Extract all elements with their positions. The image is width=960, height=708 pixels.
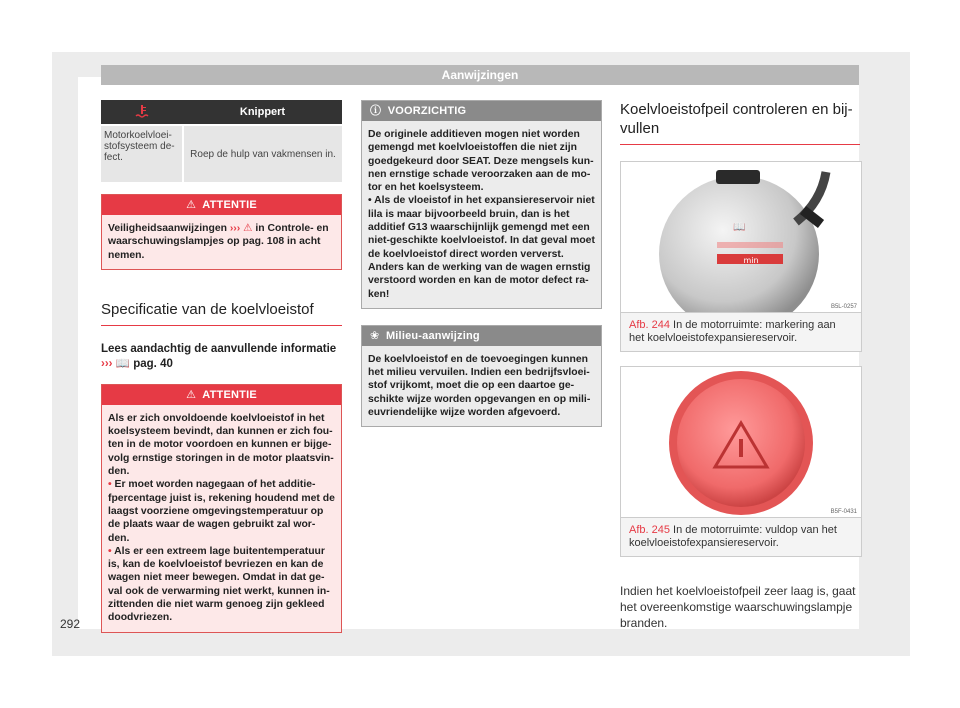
lamp-table [101,100,342,182]
figure-code: B5L-0257 [830,304,857,310]
caution-box-header [362,101,601,121]
caution-box-title: VOORZICHTIG [387,105,467,117]
min-marking: min [743,256,759,265]
lamp-table-header-label: Knippert [183,100,342,125]
body-paragraph: Indien het koelvloeistofpeil zeer laag is, gaat het overeenkomstige waarschuwingslampje branden. [620,584,856,630]
list-item: • Als er een extreem lage buitentemperatuur is, kan de koelvloeistof bevriezen en kan de wagen niet meer bewegen. Omdat in dat ge-val ook de verwarming niet werkt, kunnen in-zittenden die niet warm genoeg zijn gekleed doodvriezen. [108,545,330,624]
caution-box-body [362,121,601,308]
environment-box-body: De koelvloeistof en de toevoegingen kunnen het milieu vervuilen. Indien een bedrijfsvloei-stof vrijkomt, moet die op een daartoe ge-schikte wijze worden opgevangen en op mili-euvriendelijke wijze worden afgevoerd. [362,346,601,426]
section-title-specificatie: Specificatie van de koelvloeistof [101,300,342,326]
lamp-table-icon-header [101,100,183,125]
column-2 [361,100,602,427]
column-3 [620,100,860,631]
warning-triangle-icon: ⚠ [186,199,197,211]
svg-text:📖: 📖 [733,222,746,233]
warning1-text-a: Veiligheidsaanwijzingen [108,223,227,234]
figure-caption [621,313,861,351]
warning-box-2-title: ATTENTIE [202,388,257,401]
page-ref-link[interactable]: pag. 40 [133,357,173,370]
page-number: 292 [60,617,81,631]
coolant-temperature-icon [135,104,149,118]
list-item: • Er moet worden nagegaan of het additie-fpercentage juist is, rekening houdend met de laagst voorziene omgevingstemperatuur op de plaats waar de wagen gebruikt zal wor-den. [108,479,335,544]
warning1-text-b: in acht nemen. [108,236,321,261]
caution-intro: De originele additieven mogen niet worden gemengd met koelvloeistoffen die niet zijn goedgekeurd door SEAT. Deze mengsels kun-nen ernstige schade veroorzaken aan de mo-tor en het koelsysteem. [368,129,594,194]
warning-box-2-header [102,385,341,405]
lamp-action: Roep de hulp van vakmensen in. [183,125,342,182]
figure-label: Afb. 244 [629,319,670,331]
section-title-koelvloeistofpeil: Koelvloeistofpeil controleren en bij-vullen [620,100,860,145]
info-circle-icon: ⓘ [370,105,382,117]
warning-box-2-body [102,405,341,632]
table-row [101,125,342,182]
environment-box-title: Milieu-aanwijzing [385,329,480,342]
cross-ref-arrows: ››› [101,357,113,370]
warning-box-1 [101,194,342,270]
lees-text: Lees aandachtig de aanvullende informatie [101,342,337,355]
caution-bullet-1: Als de vloeistof in het expansiereservoir niet lila is maar bijvoorbeeld bruin, dan is het additief G13 waarschijnlijk gemengd met een niet-geschikte koelvloeistof. In dat geval moet de koelvloeistof direct worden ververst. Anders kan de werking van de wagen ernstig verstoord worden en kan de motor defect ra-ken! [368,195,595,300]
environment-box-header [362,326,601,346]
expansion-reservoir-image [621,162,861,313]
warning2-bullet-1: Er moet worden nagegaan of het additie-fpercentage juist is, rekening houdend met de laagst voorziene omgevingstemperatuur op de plaats waar de wagen gebruikt zal wor-den. [108,479,335,544]
page-header: Aanwijzingen [101,65,859,85]
figure-244 [620,161,862,352]
figure-caption-text: In de motorruimte: markering aan het koelvloeistofexpansiereservoir. [629,319,836,344]
column-1 [101,100,342,633]
caution-box [361,100,602,309]
warning-box-1-title: ATTENTIE [202,199,257,211]
cross-ref-arrows: ››› [229,223,241,234]
figure-code: B5F-0431 [830,509,857,515]
lees-aandachtig [101,342,342,372]
warning1-link[interactable]: in Controle- en waarschuwingslampjes op pag. 108 [108,223,329,248]
warning-triangle-icon: ⚠ [243,223,253,234]
figure-caption-text: In de motorruimte: vuldop van het koelvloeistofexpansiereservoir. [629,524,837,549]
warning-box-1-body [102,215,341,269]
warning-triangle-icon: ⚠ [186,388,197,401]
filler-cap-image [621,367,861,518]
lamp-condition: Motorkoelvloei-stofsysteem de-fect. [101,125,183,182]
warning-box-2 [101,384,342,633]
list-item: • Als de vloeistof in het expansiereservoir niet lila is maar bijvoorbeeld bruin, dan is het additief G13 waarschijnlijk gemengd met een niet-geschikte koelvloeistof. In dat geval moet de koelvloeistof direct worden ververst. Anders kan de werking van de wagen ernstig verstoord worden en kan de motor defect ra-ken! [368,195,595,300]
warning2-intro: Als er zich onvoldoende koelvloeistof in het koelsysteem bevindt, dan kunnen er zich fou-ten in de motor voordoen en kunnen er bijge-volg ernstige storingen in de motor plaatsvin-den. [108,412,334,478]
figure-245 [620,366,862,557]
figure-caption [621,518,861,556]
figure-label: Afb. 245 [629,524,670,536]
environment-box [361,325,602,427]
warning2-bullet-2: Als er een extreem lage buitentemperatuur is, kan de koelvloeistof bevriezen en kan de wagen niet meer bewegen. Omdat in dat ge-val ook de verwarming niet werkt, kunnen in-zittenden die niet warm genoeg zijn gekleed doodvriezen. [108,545,330,624]
flower-icon: ❀ [370,329,380,342]
book-reference-icon: 📖 [115,357,131,370]
warning-box-1-header [102,195,341,215]
